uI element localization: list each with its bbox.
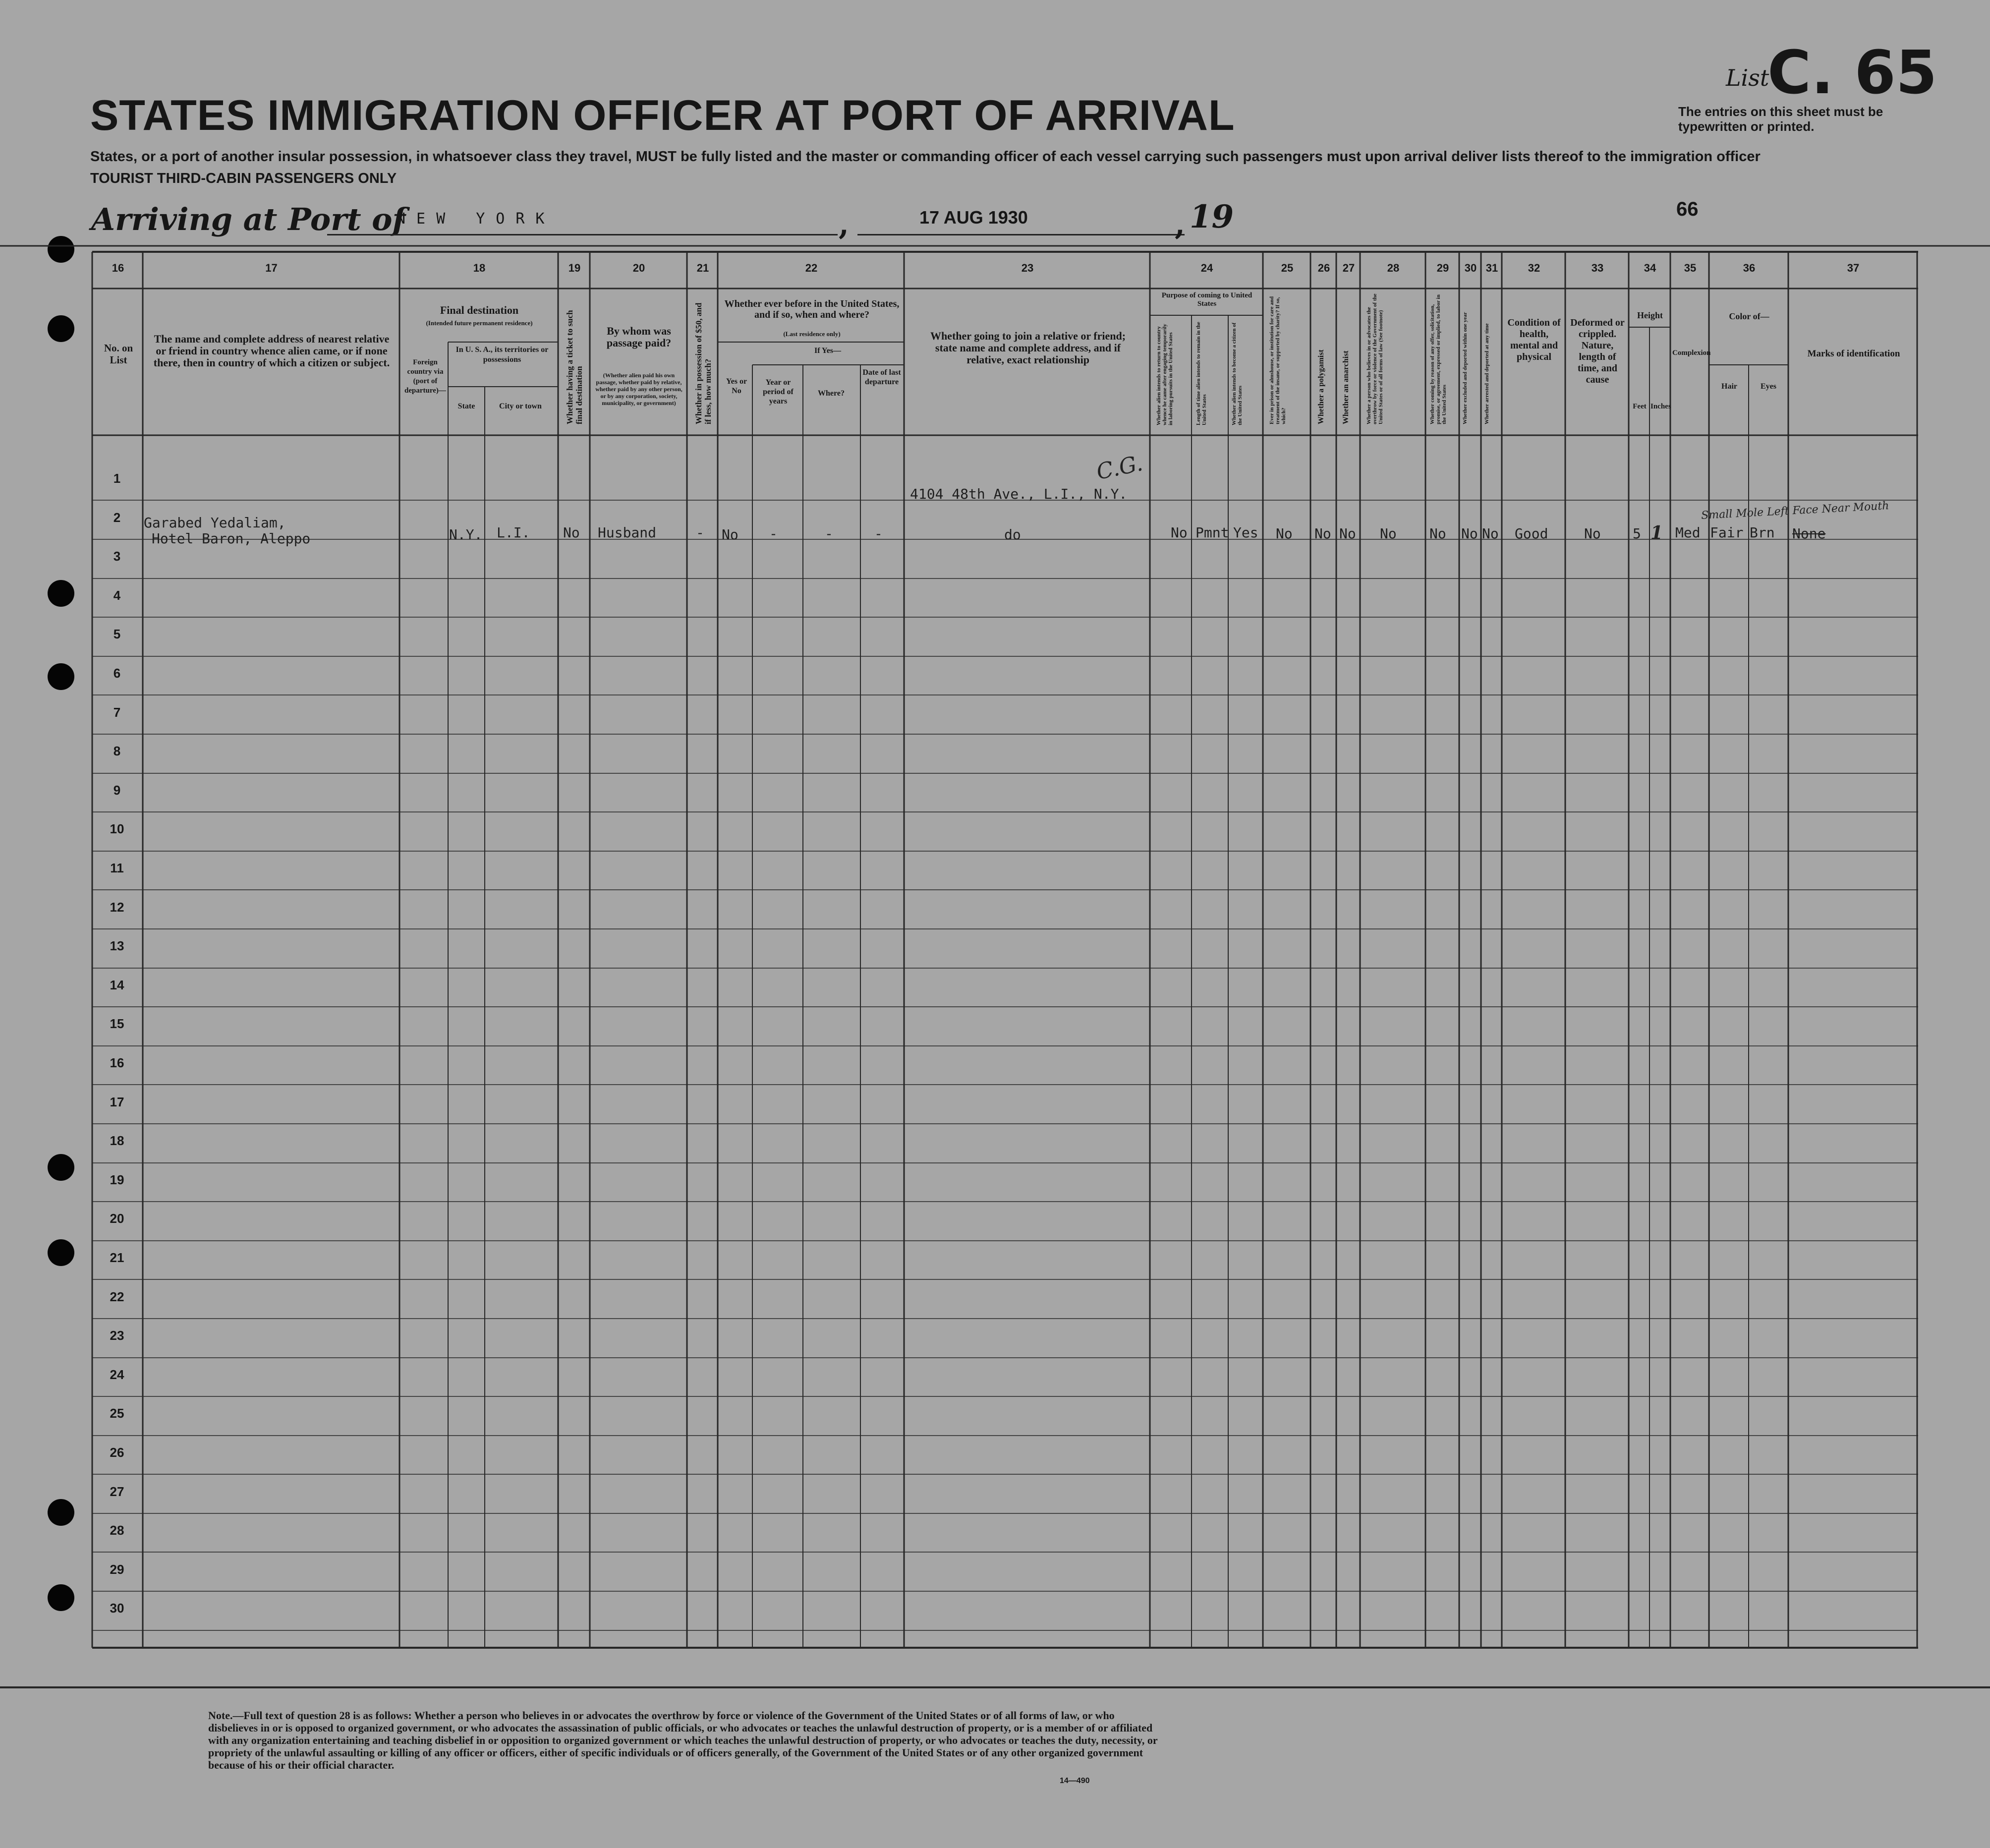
row-number: 26 <box>110 1445 124 1460</box>
col-number: 17 <box>265 262 278 274</box>
entry-year-period: - <box>769 525 778 542</box>
row-number: 3 <box>113 549 121 564</box>
row-number: 18 <box>110 1133 124 1148</box>
header-purpose: Purpose of coming to United States <box>1161 291 1252 308</box>
row-number: 21 <box>110 1250 124 1265</box>
instruction-text: States, or a port of another insular possession, in whatsoever class they travel, MUST be fully listed and the master or commanding officer of each vessel carrying such passengers must upon arrival deliver lists thereof to the immigration officer <box>90 149 1761 165</box>
row-number: 27 <box>110 1484 124 1499</box>
row-number: 1 <box>113 471 121 486</box>
header-state: State <box>457 402 475 410</box>
comma-mark: , <box>839 207 849 242</box>
comma-mark: , <box>1175 207 1185 242</box>
arrival-date-stamp: 17 AUG 1930 <box>919 207 1028 228</box>
row-number: 16 <box>110 1055 124 1070</box>
entry-marks: None <box>1792 525 1826 542</box>
header-join-relative: Whether going to join a relative or friend; state name and complete address, and if relative, exact relationship <box>930 330 1126 366</box>
form-number: 14—490 <box>1060 1777 1090 1785</box>
footnote: Note.—Full text of question 28 is as follows: Whether a person who believes in or advocates the overthrow by force or violence of the Government of the United States or of all forms of law, or who disbelieves in or is opposed to organized government, or who advocates the assassination of public officials, or who advocates or teaches the unlawful destruction of property, or is a member of or affiliated with any organization entertaining and teaching disbelief in or opposition to organized government or which teaches the unlawful destruction of property, or who advocates or teaches the duty, necessity, or propriety of the unlawful assaulting or killing of any officer or officers, either of specific individuals or of officers generally, of the Government of the United States or of any other organized government because of his or their official character. <box>208 1709 1158 1771</box>
col-number: 19 <box>568 262 581 274</box>
header-health: Condition of health, mental and physical <box>1507 317 1561 362</box>
entry-prison: No <box>1276 525 1293 542</box>
handwritten-mark: C.G. <box>1094 450 1145 485</box>
header-no-on-list: No. on List <box>104 342 133 366</box>
row-number: 4 <box>113 588 121 603</box>
row-number: 29 <box>110 1562 124 1577</box>
row-number: 7 <box>113 705 121 720</box>
entry-polygamist: No <box>1314 525 1331 542</box>
header-inches: Inches <box>1650 403 1671 410</box>
entry-complexion: Med <box>1675 524 1701 541</box>
header-foreign-country: Foreign country via (port of departure)— <box>404 358 446 395</box>
entry-marks-handwritten: Small Mole Left Face Near Mouth <box>1701 500 1890 522</box>
entry-labor-offer: No <box>1429 525 1446 542</box>
row-number: 17 <box>110 1095 124 1109</box>
stamped-number: 66 <box>1676 198 1699 220</box>
row-number: 25 <box>110 1406 124 1421</box>
row-number: 19 <box>110 1172 124 1187</box>
col-number: 35 <box>1684 262 1697 274</box>
header-money: Whether in possession of $50, and if less, how much? <box>694 302 713 424</box>
row-number: 20 <box>110 1211 124 1226</box>
entry-paid-by: Husband <box>598 524 657 541</box>
col-number: 22 <box>805 262 818 274</box>
col-number: 32 <box>1528 262 1540 274</box>
port-label: Arriving at Port of <box>91 201 406 237</box>
page-title: STATES IMMIGRATION OFFICER AT PORT OF ARRIVAL <box>90 92 1235 139</box>
row-number: 13 <box>110 938 124 953</box>
row-number: 5 <box>113 627 121 641</box>
year-prefix: 19 <box>1190 198 1234 235</box>
entry-length-of-stay: Pmnt <box>1195 524 1229 541</box>
entry-deformed: No <box>1584 525 1601 542</box>
header-overthrow: Whether a person who believes in or advocates the overthrow by force or violence of the Government of the United States or of all forms of law (See footnote) <box>1366 293 1384 424</box>
col-number: 30 <box>1464 262 1477 274</box>
header-nearest-relative: The name and complete address of nearest relative or friend in country whence alien came, or if none there, then in country of which a citizen or subject. <box>153 333 390 369</box>
entry-state: N.Y. <box>449 526 483 543</box>
passenger-class: TOURIST THIRD-CABIN PASSENGERS ONLY <box>90 171 397 186</box>
row-number: 6 <box>113 666 121 681</box>
header-last-departure: Date of last departure <box>862 368 901 386</box>
entry-city: L.I. <box>497 524 530 541</box>
header-where: Where? <box>818 389 845 398</box>
row-number: 28 <box>110 1523 124 1538</box>
row-number: 14 <box>110 978 124 992</box>
entry-relative-name: Garabed Yedaliam, <box>144 515 286 531</box>
header-deformed: Deformed or crippled. Nature, length of time, and cause <box>1570 317 1625 385</box>
col-number: 37 <box>1847 262 1860 274</box>
list-label: List <box>1726 64 1769 91</box>
entry-where: - <box>825 525 833 542</box>
header-deported: Whether arrested and deported at any time <box>1484 323 1490 424</box>
row-number: 23 <box>110 1328 124 1343</box>
header-citizen-intent: Whether alien intends to become a citizen of the United States <box>1231 322 1243 425</box>
entry-return-intent: No <box>1171 524 1188 541</box>
entry-inches: 1 <box>1650 522 1663 543</box>
entry-health: Good <box>1515 525 1548 542</box>
col-number: 21 <box>696 262 709 274</box>
col-number: 33 <box>1591 262 1604 274</box>
row-number: 11 <box>110 861 124 875</box>
col-number: 23 <box>1021 262 1034 274</box>
header-eyes: Eyes <box>1761 382 1776 391</box>
entry-hair: Fair <box>1710 524 1744 541</box>
row-number: 24 <box>110 1367 124 1382</box>
entry-money: - <box>696 524 704 541</box>
header-feet: Feet <box>1633 403 1647 410</box>
header-length-of-stay: Length of time alien intends to remain in the United States <box>1195 322 1207 425</box>
entry-citizen-intent: Yes <box>1233 524 1258 541</box>
header-passage-paid-sub: (Whether alien paid his own passage, whether paid by relative, whether paid by any other person, or by any corporation, society, municipality, or government) <box>595 372 682 406</box>
header-excluded: Whether excluded and deported within one year <box>1462 312 1468 424</box>
col-number: 20 <box>632 262 645 274</box>
header-hair: Hair <box>1721 382 1737 391</box>
col-number: 26 <box>1317 262 1330 274</box>
header-polygamist: Whether a polygamist <box>1317 349 1325 424</box>
header-labor-offer: Whether coming by reason of any offer, solicitation, promise, or agreement, expressed or implied, to labor in the United States <box>1429 294 1447 424</box>
header-yes-no: Yes or No <box>726 377 747 395</box>
header-before-in-us: Whether ever before in the United States, and if so, when and where? <box>724 298 900 320</box>
col-number: 29 <box>1436 262 1449 274</box>
entry-anarchist: No <box>1339 525 1356 542</box>
list-number: C. 65 <box>1767 39 1937 108</box>
row-number: 30 <box>110 1601 124 1616</box>
entry-relative-address: Hotel Baron, Aleppo <box>152 530 311 547</box>
header-final-destination: Final destination <box>440 304 519 316</box>
entry-joining-address: 4104 48th Ave., L.I., N.Y. <box>910 486 1128 502</box>
col-number: 24 <box>1200 262 1213 274</box>
header-complexion: Complexion <box>1672 349 1711 357</box>
header-return-intent: Whether alien intends to return to country whence he came after engaging temporarily in laboring pursuits in the United States <box>1156 324 1174 425</box>
header-height: Height <box>1637 310 1663 320</box>
col-number: 18 <box>473 262 486 274</box>
entry-feet: 5 <box>1633 525 1641 542</box>
col-number: 28 <box>1387 262 1400 274</box>
col-number: 31 <box>1485 262 1498 274</box>
row-number: 8 <box>113 744 121 758</box>
row-number: 2 <box>113 510 121 525</box>
col-number: 34 <box>1644 262 1656 274</box>
row-number: 22 <box>110 1289 124 1304</box>
entry-join-ditto: do <box>1004 526 1021 543</box>
entry-excluded: No <box>1461 525 1478 542</box>
header-marks: Marks of identification <box>1807 348 1900 359</box>
col-number: 25 <box>1281 262 1294 274</box>
header-prison: Ever in prison or almshouse, or institution for care and treatment of the insane, or supported by charity? If so, which? <box>1269 296 1287 424</box>
row-number: 10 <box>110 821 124 836</box>
header-passage-paid: By whom was passage paid? <box>606 325 672 349</box>
entry-last-departure: - <box>874 525 883 542</box>
row-number: 12 <box>110 900 124 915</box>
col-number: 16 <box>112 262 124 274</box>
header-final-destination-sub: (Intended future permanent residence) <box>426 319 533 327</box>
header-ticket: Whether having a ticket to such final destination <box>565 310 584 424</box>
header-in-usa: In U. S. A., its territories or possessions <box>455 346 549 364</box>
header-last-residence: (Last residence only) <box>783 330 841 338</box>
row-number: 9 <box>113 783 121 798</box>
header-color-of: Color of— <box>1729 311 1769 321</box>
entries-note: The entries on this sheet must be typewritten or printed. <box>1678 104 1883 134</box>
header-year-period: Year or period of years <box>763 378 794 405</box>
col-number: 27 <box>1342 262 1355 274</box>
col-number: 36 <box>1743 262 1756 274</box>
entry-ticket: No <box>563 524 580 541</box>
entry-before-in-us: No <box>722 526 739 543</box>
header-if-yes: If Yes— <box>814 346 842 355</box>
port-value: NEW YORK <box>397 210 556 228</box>
header-city: City or town <box>499 402 542 410</box>
entry-eyes: Brn <box>1750 524 1775 541</box>
header-anarchist: Whether an anarchist <box>1342 350 1350 424</box>
entry-deported: No <box>1482 525 1499 542</box>
entry-overthrow: No <box>1380 525 1397 542</box>
row-number: 15 <box>110 1016 124 1031</box>
